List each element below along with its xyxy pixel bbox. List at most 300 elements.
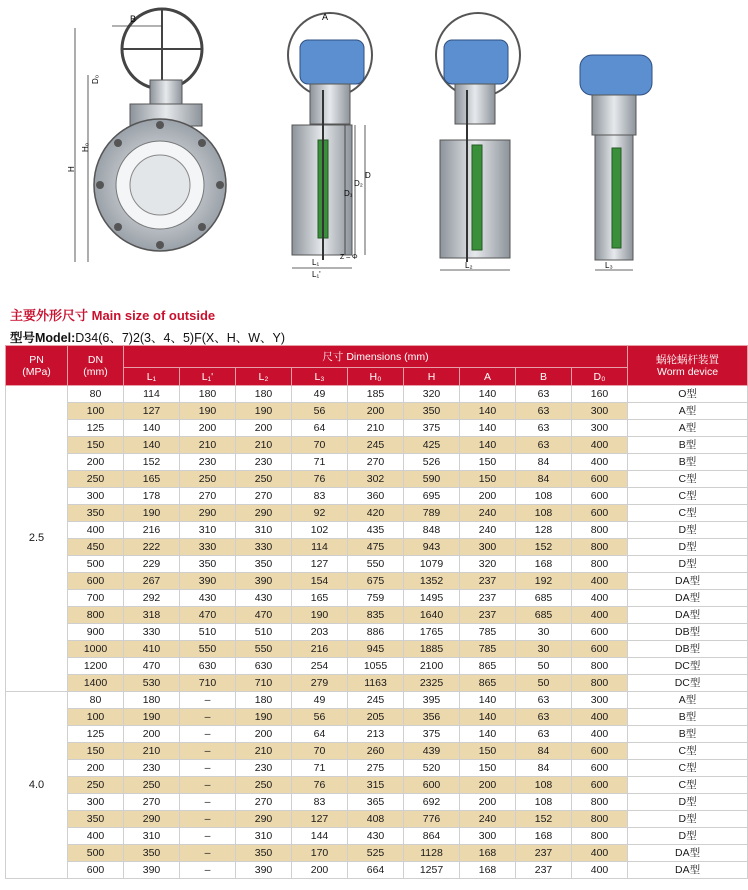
dimension-cell: 630 xyxy=(180,658,236,675)
dimension-cell: 550 xyxy=(180,641,236,658)
dimension-cell: 785 xyxy=(460,624,516,641)
worm-device-cell: O型 xyxy=(628,386,748,403)
dn-cell: 125 xyxy=(68,420,124,437)
dimension-cell: 245 xyxy=(348,437,404,454)
dimension-cell: 315 xyxy=(348,777,404,794)
dimension-cell: 275 xyxy=(348,760,404,777)
dimension-cell: 470 xyxy=(236,607,292,624)
worm-device-cell: B型 xyxy=(628,726,748,743)
dimension-cell: 200 xyxy=(348,403,404,420)
label-L1p: L₁' xyxy=(312,270,321,279)
table-row xyxy=(6,675,748,692)
dimension-cell: 590 xyxy=(404,471,460,488)
dimension-cell: – xyxy=(180,692,236,709)
worm-device-cell: DA型 xyxy=(628,607,748,624)
table-row xyxy=(6,777,748,794)
dimension-cell: – xyxy=(180,828,236,845)
dimension-cell: 350 xyxy=(180,556,236,573)
worm-device-cell: D型 xyxy=(628,811,748,828)
dn-cell: 900 xyxy=(68,624,124,641)
dimension-cell: 152 xyxy=(124,454,180,471)
dimension-cell: 270 xyxy=(236,794,292,811)
dimension-cell: 600 xyxy=(572,743,628,760)
dimension-cell: 200 xyxy=(180,420,236,437)
dimension-cell: 114 xyxy=(292,539,348,556)
dimension-cell: – xyxy=(180,811,236,828)
table-row xyxy=(6,641,748,658)
label-L2: L₂ xyxy=(465,261,473,270)
dimension-cell: 943 xyxy=(404,539,460,556)
dimension-cell: 600 xyxy=(572,641,628,658)
dimension-cell: 1079 xyxy=(404,556,460,573)
dimension-cell: 510 xyxy=(236,624,292,641)
dimension-cell: 320 xyxy=(404,386,460,403)
dn-cell: 800 xyxy=(68,607,124,624)
dimension-cell: 400 xyxy=(572,726,628,743)
dimension-cell: 76 xyxy=(292,777,348,794)
dimension-cell: 71 xyxy=(292,454,348,471)
dimension-cell: 180 xyxy=(180,386,236,403)
dimension-cell: 435 xyxy=(348,522,404,539)
dimension-cell: 800 xyxy=(572,522,628,539)
dimension-cell: 300 xyxy=(460,539,516,556)
dn-cell: 300 xyxy=(68,488,124,505)
dimension-cell: 154 xyxy=(292,573,348,590)
dimension-cell: 408 xyxy=(348,811,404,828)
dimension-cell: 210 xyxy=(124,743,180,760)
dimension-cell: 83 xyxy=(292,488,348,505)
dimension-cell: 71 xyxy=(292,760,348,777)
dimension-cell: 150 xyxy=(460,760,516,777)
dimension-cell: 63 xyxy=(516,726,572,743)
dimension-cell: 425 xyxy=(404,437,460,454)
dimension-cell: 168 xyxy=(460,845,516,862)
dimension-cell: 127 xyxy=(124,403,180,420)
dimension-cell: 600 xyxy=(572,777,628,794)
dimension-cell: 84 xyxy=(516,454,572,471)
dimension-cell: 237 xyxy=(516,845,572,862)
dimension-cell: 49 xyxy=(292,692,348,709)
dimension-cell: 230 xyxy=(236,454,292,471)
worm-device-cell: DB型 xyxy=(628,624,748,641)
dimension-cell: – xyxy=(180,845,236,862)
dimension-cell: 190 xyxy=(180,403,236,420)
dimension-cell: 550 xyxy=(236,641,292,658)
dimension-cell: 318 xyxy=(124,607,180,624)
dimension-cell: 250 xyxy=(180,471,236,488)
dimension-cell: 140 xyxy=(460,420,516,437)
dn-cell: 500 xyxy=(68,556,124,573)
dimension-cell: 848 xyxy=(404,522,460,539)
worm-device-cell: DB型 xyxy=(628,641,748,658)
dimension-cell: 30 xyxy=(516,641,572,658)
dimension-cell: 200 xyxy=(460,488,516,505)
dimension-cell: 64 xyxy=(292,726,348,743)
dimension-cell: 600 xyxy=(572,624,628,641)
table-row xyxy=(6,743,748,760)
front-view-drawing xyxy=(67,9,226,262)
dimension-cell: 400 xyxy=(572,862,628,879)
dimension-cell: 350 xyxy=(236,845,292,862)
dimension-cell: – xyxy=(180,743,236,760)
dimension-cell: 152 xyxy=(516,811,572,828)
table-row xyxy=(6,624,748,641)
dimension-cell: 350 xyxy=(236,556,292,573)
dimension-cell: 600 xyxy=(404,777,460,794)
worm-device-cell: B型 xyxy=(628,709,748,726)
dimension-cell: – xyxy=(180,709,236,726)
dimension-cell: 250 xyxy=(124,777,180,794)
dimension-cell: 525 xyxy=(348,845,404,862)
dimension-cell: 789 xyxy=(404,505,460,522)
table-row xyxy=(6,794,748,811)
dimension-cell: 356 xyxy=(404,709,460,726)
dimension-cell: 56 xyxy=(292,709,348,726)
dimension-cell: 230 xyxy=(124,760,180,777)
dimension-cell: 375 xyxy=(404,726,460,743)
dimension-cell: 237 xyxy=(460,607,516,624)
dimension-cell: 190 xyxy=(124,709,180,726)
dimension-cell: 222 xyxy=(124,539,180,556)
dimension-cell: 200 xyxy=(460,794,516,811)
table-row xyxy=(6,539,748,556)
dimension-cell: – xyxy=(180,777,236,794)
dn-cell: 80 xyxy=(68,386,124,403)
dimension-cell: 63 xyxy=(516,386,572,403)
dimension-cell: 140 xyxy=(460,437,516,454)
label-Z: Z – Φ xyxy=(340,254,358,261)
dimension-cell: 140 xyxy=(460,386,516,403)
label-H: H xyxy=(67,166,76,172)
dimension-cell: 216 xyxy=(124,522,180,539)
dimension-cell: 800 xyxy=(572,828,628,845)
dimension-cell: 600 xyxy=(572,505,628,522)
worm-device-cell: A型 xyxy=(628,692,748,709)
table-row xyxy=(6,403,748,420)
dimension-cell: 270 xyxy=(236,488,292,505)
dimension-cell: 76 xyxy=(292,471,348,488)
dimension-cell: 56 xyxy=(292,403,348,420)
dimension-cell: 213 xyxy=(348,726,404,743)
label-D1: D₁ xyxy=(344,189,353,198)
dimension-cell: 150 xyxy=(460,471,516,488)
dimension-cell: 800 xyxy=(572,675,628,692)
dimension-cell: 270 xyxy=(180,488,236,505)
worm-device-cell: D型 xyxy=(628,794,748,811)
dimension-cell: 140 xyxy=(460,403,516,420)
dimension-cell: 1885 xyxy=(404,641,460,658)
dn-cell: 200 xyxy=(68,454,124,471)
dimension-cell: 267 xyxy=(124,573,180,590)
dimension-cell: 302 xyxy=(348,471,404,488)
dimension-cell: 83 xyxy=(292,794,348,811)
dn-cell: 200 xyxy=(68,760,124,777)
header-col: L₃ xyxy=(292,368,348,386)
dn-cell: 1000 xyxy=(68,641,124,658)
dimension-cell: 475 xyxy=(348,539,404,556)
dimension-cell: 330 xyxy=(180,539,236,556)
dn-cell: 150 xyxy=(68,743,124,760)
dimension-cell: 290 xyxy=(236,811,292,828)
dimension-cell: 300 xyxy=(572,692,628,709)
dimension-cell: 290 xyxy=(180,505,236,522)
dn-cell: 600 xyxy=(68,573,124,590)
dimension-cell: – xyxy=(180,862,236,879)
dimension-cell: 510 xyxy=(180,624,236,641)
header-pn: PN (MPa) xyxy=(6,346,68,386)
side-view-3-drawing xyxy=(580,55,652,270)
dimension-cell: 178 xyxy=(124,488,180,505)
dimension-cell: 390 xyxy=(124,862,180,879)
worm-device-cell: C型 xyxy=(628,488,748,505)
dimension-cell: 865 xyxy=(460,675,516,692)
dimension-cell: 785 xyxy=(460,641,516,658)
label-D: D xyxy=(365,171,371,180)
dn-cell: 350 xyxy=(68,811,124,828)
dimension-cell: 395 xyxy=(404,692,460,709)
dimension-cell: 50 xyxy=(516,675,572,692)
dimension-cell: 92 xyxy=(292,505,348,522)
worm-device-cell: DA型 xyxy=(628,845,748,862)
dimension-cell: 800 xyxy=(572,811,628,828)
table-row xyxy=(6,556,748,573)
table-row xyxy=(6,828,748,845)
dimension-cell: 310 xyxy=(236,522,292,539)
dimension-cell: 1640 xyxy=(404,607,460,624)
worm-device-cell: D型 xyxy=(628,556,748,573)
header-col: L₁ xyxy=(124,368,180,386)
dimension-cell: 300 xyxy=(460,828,516,845)
dimension-cell: 550 xyxy=(348,556,404,573)
table-row xyxy=(6,862,748,879)
dn-cell: 400 xyxy=(68,522,124,539)
dimension-cell: 30 xyxy=(516,624,572,641)
dimension-cell: 292 xyxy=(124,590,180,607)
worm-device-cell: C型 xyxy=(628,777,748,794)
dn-cell: 1200 xyxy=(68,658,124,675)
table-row xyxy=(6,607,748,624)
label-A: A xyxy=(322,12,329,22)
dimension-cell: 210 xyxy=(348,420,404,437)
worm-device-cell: DA型 xyxy=(628,862,748,879)
dimension-cell: 710 xyxy=(236,675,292,692)
dimension-cell: 63 xyxy=(516,709,572,726)
dimension-cell: 1765 xyxy=(404,624,460,641)
header-dimensions: 尺寸 Dimensions (mm) xyxy=(124,346,628,368)
dimension-cell: 200 xyxy=(236,726,292,743)
dimension-cell: 300 xyxy=(572,403,628,420)
dimension-cell: 279 xyxy=(292,675,348,692)
worm-device-cell: B型 xyxy=(628,437,748,454)
dimension-cell: 245 xyxy=(348,692,404,709)
dimension-cell: 260 xyxy=(348,743,404,760)
dimension-cell: 230 xyxy=(236,760,292,777)
header-col: A xyxy=(460,368,516,386)
worm-device-cell: C型 xyxy=(628,743,748,760)
dimension-cell: 800 xyxy=(572,556,628,573)
label-L1: L₁ xyxy=(312,258,320,267)
dn-cell: 100 xyxy=(68,709,124,726)
worm-device-cell: C型 xyxy=(628,505,748,522)
dimension-cell: 108 xyxy=(516,488,572,505)
dimension-cell: 664 xyxy=(348,862,404,879)
dimension-cell: 180 xyxy=(236,692,292,709)
worm-device-cell: DA型 xyxy=(628,590,748,607)
dimension-cell: 63 xyxy=(516,403,572,420)
dn-cell: 250 xyxy=(68,471,124,488)
dimension-cell: 685 xyxy=(516,607,572,624)
dimension-cell: 128 xyxy=(516,522,572,539)
dimension-cell: 310 xyxy=(124,828,180,845)
dimension-cell: 168 xyxy=(516,828,572,845)
dimension-cell: 390 xyxy=(180,573,236,590)
dimension-cell: 1352 xyxy=(404,573,460,590)
dimension-cell: 330 xyxy=(124,624,180,641)
side-view-1-drawing xyxy=(288,12,372,279)
dimension-cell: 886 xyxy=(348,624,404,641)
pn-cell: 4.0 xyxy=(6,692,68,879)
table-row xyxy=(6,522,748,539)
dimension-cell: 630 xyxy=(236,658,292,675)
table-row xyxy=(6,386,748,403)
dn-cell: 400 xyxy=(68,828,124,845)
dimension-cell: 270 xyxy=(348,454,404,471)
header-col: L₂ xyxy=(236,368,292,386)
dimension-cell: 520 xyxy=(404,760,460,777)
dimension-cell: 390 xyxy=(236,862,292,879)
dn-cell: 600 xyxy=(68,862,124,879)
dimension-cell: 600 xyxy=(572,488,628,505)
dimension-cell: 300 xyxy=(572,420,628,437)
dimension-cell: 140 xyxy=(460,726,516,743)
dimension-cell: 108 xyxy=(516,777,572,794)
dimension-cell: 200 xyxy=(124,726,180,743)
dimension-cell: 410 xyxy=(124,641,180,658)
worm-device-cell: D型 xyxy=(628,828,748,845)
dimension-cell: 400 xyxy=(572,454,628,471)
dimension-cell: 192 xyxy=(516,573,572,590)
table-row xyxy=(6,726,748,743)
table-row xyxy=(6,692,748,709)
dimension-cell: 63 xyxy=(516,437,572,454)
header-col: H₀ xyxy=(348,368,404,386)
dimension-cell: 240 xyxy=(460,811,516,828)
dimension-cell: 144 xyxy=(292,828,348,845)
dimension-cell: – xyxy=(180,760,236,777)
label-B: B xyxy=(130,14,137,24)
dimension-cell: 229 xyxy=(124,556,180,573)
dimension-cell: 70 xyxy=(292,437,348,454)
table-row xyxy=(6,590,748,607)
dimension-cell: 470 xyxy=(124,658,180,675)
dimension-cell: 365 xyxy=(348,794,404,811)
label-H0: H₀ xyxy=(81,142,90,152)
worm-device-cell: D型 xyxy=(628,539,748,556)
label-D0: D₀ xyxy=(91,74,100,84)
dimension-cell: 180 xyxy=(124,692,180,709)
worm-device-cell: C型 xyxy=(628,760,748,777)
table-row xyxy=(6,505,748,522)
table-body xyxy=(6,386,748,879)
dimension-cell: 400 xyxy=(572,573,628,590)
worm-device-cell: D型 xyxy=(628,522,748,539)
dimension-cell: 237 xyxy=(460,590,516,607)
table-row xyxy=(6,420,748,437)
dimension-cell: 200 xyxy=(236,420,292,437)
dimension-cell: 310 xyxy=(180,522,236,539)
dimension-cell: 320 xyxy=(460,556,516,573)
dimension-cell: 692 xyxy=(404,794,460,811)
dimension-cell: 800 xyxy=(572,794,628,811)
dimension-cell: 530 xyxy=(124,675,180,692)
dimension-cell: 240 xyxy=(460,522,516,539)
table-row xyxy=(6,845,748,862)
worm-device-cell: C型 xyxy=(628,471,748,488)
dimension-cell: 600 xyxy=(572,760,628,777)
label-L3: L₃ xyxy=(605,261,613,270)
dimension-cell: 190 xyxy=(124,505,180,522)
dimension-cell: 600 xyxy=(572,471,628,488)
dimension-cell: 70 xyxy=(292,743,348,760)
dimension-cell: 685 xyxy=(516,590,572,607)
header-col: H xyxy=(404,368,460,386)
dimension-cell: 140 xyxy=(124,420,180,437)
dimension-cell: 152 xyxy=(516,539,572,556)
dimension-cell: 108 xyxy=(516,505,572,522)
dimension-cell: 230 xyxy=(180,454,236,471)
dimension-cell: 64 xyxy=(292,420,348,437)
dimension-cell: 1163 xyxy=(348,675,404,692)
dimension-cell: 237 xyxy=(460,573,516,590)
dn-cell: 500 xyxy=(68,845,124,862)
dn-cell: 1400 xyxy=(68,675,124,692)
dimension-cell: 310 xyxy=(236,828,292,845)
dimension-cell: 200 xyxy=(292,862,348,879)
dimension-cell: 430 xyxy=(180,590,236,607)
header-worm-device: 蜗轮蜗杆装置 Worm device xyxy=(628,346,748,386)
dimension-cell: 350 xyxy=(124,845,180,862)
header-col: L₁' xyxy=(180,368,236,386)
model-label: 型号Model: xyxy=(10,331,76,345)
dimension-cell: 1257 xyxy=(404,862,460,879)
dimension-cell: 400 xyxy=(572,607,628,624)
table-row xyxy=(6,709,748,726)
worm-device-cell: A型 xyxy=(628,420,748,437)
dimension-cell: 945 xyxy=(348,641,404,658)
dimension-cell: 150 xyxy=(460,743,516,760)
valve-drawings xyxy=(0,0,700,282)
worm-device-cell: DC型 xyxy=(628,658,748,675)
dimension-cell: 865 xyxy=(460,658,516,675)
dimension-cell: 330 xyxy=(236,539,292,556)
dimension-cell: 190 xyxy=(236,403,292,420)
dn-cell: 100 xyxy=(68,403,124,420)
dimension-cell: 1128 xyxy=(404,845,460,862)
dimension-cell: 800 xyxy=(572,658,628,675)
dimension-cell: 695 xyxy=(404,488,460,505)
dimension-cell: 49 xyxy=(292,386,348,403)
dimension-cell: 84 xyxy=(516,760,572,777)
dimension-cell: 190 xyxy=(292,607,348,624)
header-col: D₀ xyxy=(572,368,628,386)
table-row xyxy=(6,437,748,454)
worm-device-cell: A型 xyxy=(628,403,748,420)
dimension-cell: 240 xyxy=(460,505,516,522)
table-row xyxy=(6,811,748,828)
dn-cell: 80 xyxy=(68,692,124,709)
dimension-cell: 526 xyxy=(404,454,460,471)
dimension-cell: 140 xyxy=(124,437,180,454)
